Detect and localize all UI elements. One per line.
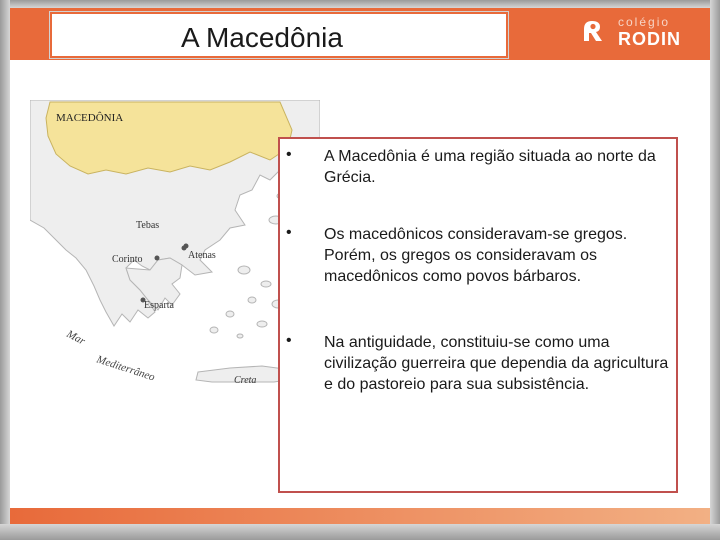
label-corinto: Corinto bbox=[112, 254, 143, 265]
label-creta: Creta bbox=[234, 375, 257, 386]
atenas-dot bbox=[182, 246, 187, 251]
title-box bbox=[50, 12, 508, 58]
logo-icon bbox=[578, 17, 606, 45]
bullet-dot: • bbox=[286, 332, 292, 349]
corinto-dot bbox=[155, 256, 160, 261]
label-tebas: Tebas bbox=[136, 220, 160, 231]
page-title: A Macedônia bbox=[181, 22, 343, 53]
school-logo bbox=[578, 14, 688, 50]
logo-bottom-text: RODIN bbox=[618, 29, 681, 49]
slide-border-top bbox=[0, 0, 720, 8]
bullet-dot: • bbox=[286, 224, 292, 241]
footer-band bbox=[10, 508, 710, 524]
bullet-text: Os macedônicos consideravam-se gregos. Porém, os gregos os consideravam os macedônicos como povos bárbaros. bbox=[324, 226, 628, 285]
label-mar: Mar bbox=[64, 328, 87, 348]
bullet-text: A Macedônia é uma região situada ao norte da Grécia. bbox=[324, 148, 656, 186]
bullet-text: Na antiguidade, constituiu-se como uma civilização guerreira que dependia da agricultura e do pastoreio para sua subsistência. bbox=[324, 334, 669, 393]
label-esparta: Esparta bbox=[144, 300, 174, 311]
slide-border-left bbox=[0, 0, 10, 540]
label-atenas: Atenas bbox=[188, 250, 216, 261]
label-mediterraneo: Mediterrâneo bbox=[95, 353, 157, 384]
bullet-dot: • bbox=[286, 146, 292, 163]
greece-map bbox=[30, 100, 320, 400]
slide-border-bottom bbox=[0, 524, 720, 540]
slide-border-right bbox=[710, 0, 720, 540]
label-macedonia: MACEDÔNIA bbox=[56, 112, 124, 124]
logo-top-text: colégio bbox=[618, 15, 671, 29]
content-box bbox=[278, 137, 678, 493]
